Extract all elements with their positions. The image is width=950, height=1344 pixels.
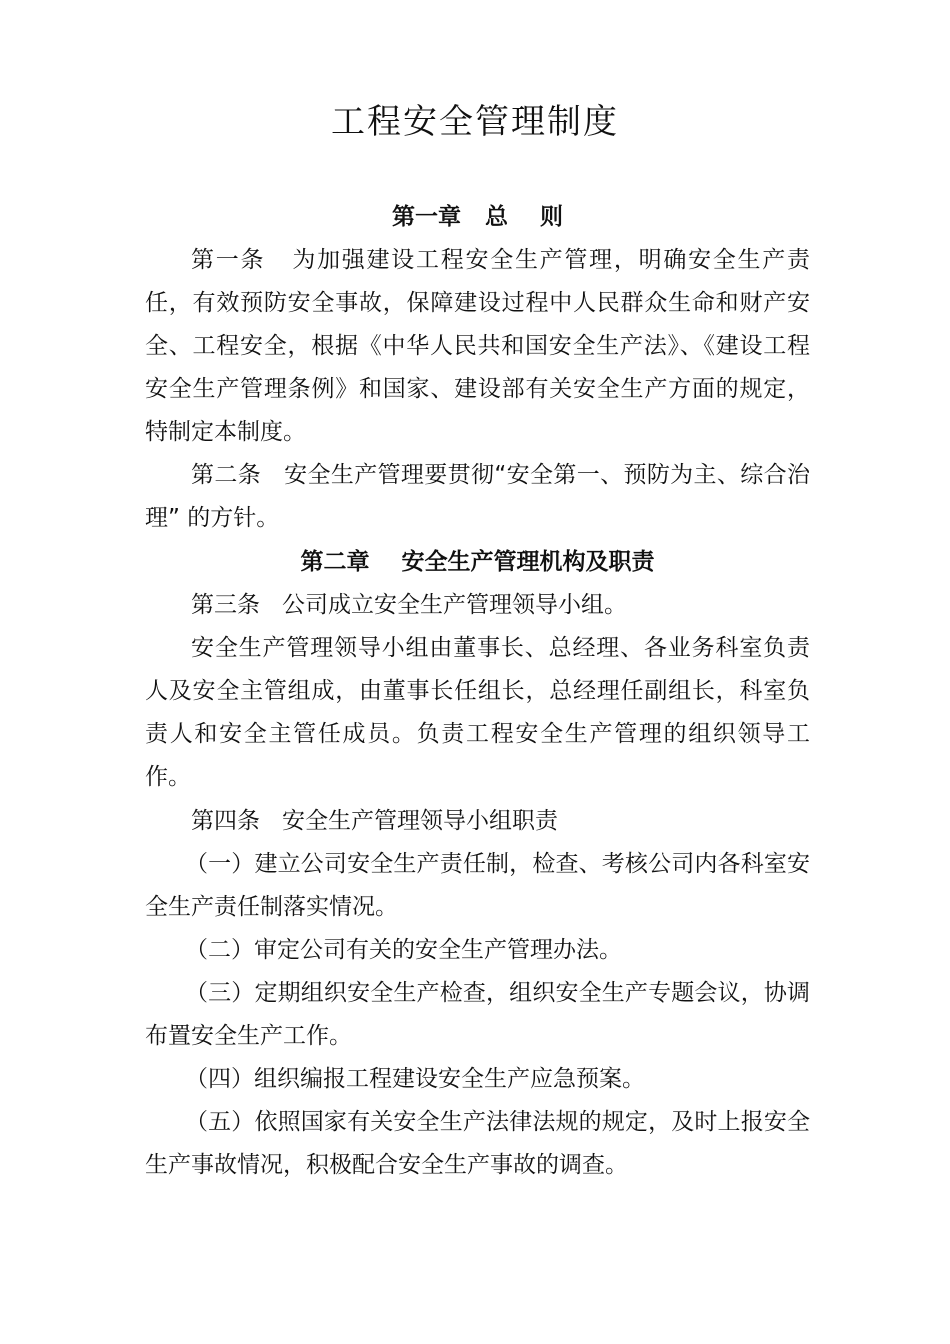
article-text: 为加强建设工程安全生产管理，明确安全生产责任，有效预防安全事故，保障建设过程中人民群众生命和财产安全、工程安全，根据《中华人民共和国安全生产法》、《建设工程安全生产管理条例》和国家、建设部有关安全生产方面的规定，特制定本制度。 [145,247,811,445]
duty-item-3 [145,972,810,1058]
duty-item-2 [145,929,810,972]
duty-item-5 [145,1101,810,1187]
item-text: 组织编报工程建设安全生产应急预案。 [254,1066,645,1092]
document-title: 工程安全管理制度 [331,102,619,142]
article-label: 第四条 [191,808,282,834]
item-label: （二） [185,937,254,963]
item-text: 依照国家有关安全生产法律法规的规定，及时上报安全生产事故情况，积极配合安全生产事故的调查。 [145,1109,811,1178]
item-label: （三） [185,980,255,1006]
duty-item-4 [145,1058,810,1101]
article-text: 公司成立安全生产管理领导小组。 [281,592,627,618]
article-4 [145,800,810,843]
article-3 [145,584,810,627]
chapter-heading-1: 第一章 总 则 [391,204,564,230]
item-label: （五） [185,1109,255,1135]
article-label: 第二条 [191,462,285,488]
article-label: 第一条 [191,247,293,273]
item-text: 定期组织安全生产检查，组织安全生产专题会议，协调布置安全生产工作。 [145,980,811,1049]
duty-item-1 [145,843,810,929]
article-2 [145,454,810,540]
document-body [145,196,810,1187]
item-text: 建立公司安全生产责任制，检查、考核公司内各科室安全生产责任制落实情况。 [145,851,811,920]
article-text: 安全生产管理领导小组职责 [281,808,558,834]
article-1 [145,239,810,454]
chapter-heading-2: 第二章 安全生产管理机构及职责 [300,549,655,575]
item-label: （四） [185,1066,254,1092]
article-label: 第三条 [191,592,282,618]
article-text: 安全生产管理领导小组由董事长、总经理、各业务科室负责人及安全主管组成，由董事长任组长，总经理任副组长，科室负责人和安全主管任成员。负责工程安全生产管理的组织领导工作。 [145,635,810,790]
item-label: （一） [185,851,255,877]
item-text: 审定公司有关的安全生产管理办法。 [254,937,622,963]
article-text: 安全生产管理要贯彻“安全第一、预防为主、综合治理” 的方针。 [145,462,810,531]
article-3-detail [145,627,810,799]
